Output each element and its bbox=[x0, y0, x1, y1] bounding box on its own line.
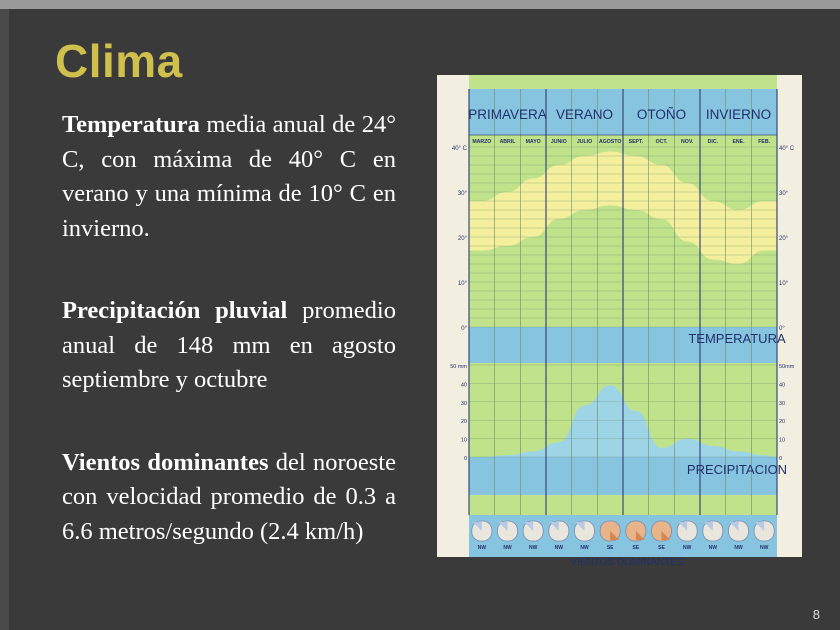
wind-direction-label: NW bbox=[580, 545, 589, 551]
season-label: PRIMAVERA bbox=[468, 107, 547, 122]
climate-chart-svg bbox=[437, 75, 802, 568]
wind-direction-label: NW bbox=[734, 545, 743, 551]
precipitation-tick-right: 20 bbox=[779, 419, 786, 426]
paragraph-text: promedio anual de 148 mm en agosto septiembre y octubre bbox=[62, 297, 396, 393]
temperature-tick-left: 40° C bbox=[451, 146, 467, 152]
precipitation-tick-left: 20 bbox=[460, 419, 467, 426]
month-label: OCT. bbox=[655, 139, 668, 145]
wind-direction-label: SE bbox=[606, 545, 614, 551]
page-number: 8 bbox=[812, 607, 820, 622]
paragraph-text: del noroeste con velocidad promedio de 0.3 a 6.6 metros/segundo (2.4 km/h) bbox=[62, 448, 396, 545]
month-label: FEB. bbox=[758, 139, 771, 145]
precipitation-tick-left: 0 bbox=[463, 456, 467, 462]
paragraph-text: media anual de 24° C, con máxima de 40° C en verano y una mínima de 10° C en invierno. bbox=[62, 111, 396, 242]
month-label: DIC. bbox=[707, 139, 719, 145]
top-border bbox=[0, 0, 840, 9]
temperature-tick-right: 0° bbox=[779, 326, 785, 332]
month-label: MAYO bbox=[525, 139, 541, 145]
precipitation-tick-left: 40 bbox=[460, 382, 467, 389]
paragraph-heading: Precipitación pluvial bbox=[62, 297, 288, 324]
precipitation-tick-right: 40 bbox=[779, 382, 786, 389]
paragraph-temperature bbox=[62, 108, 396, 246]
wind-direction-label: NW bbox=[708, 545, 718, 551]
paragraph-winds bbox=[62, 446, 396, 550]
temperature-tick-right: 20° bbox=[779, 236, 789, 242]
wind-direction-label: NW bbox=[554, 545, 564, 551]
left-border bbox=[0, 9, 9, 630]
wind-rose bbox=[549, 521, 569, 541]
precipitation-tick-right: 0 bbox=[779, 456, 783, 462]
slide-body bbox=[62, 108, 396, 549]
precipitation-tick-right: 10 bbox=[779, 437, 786, 444]
precipitation-tick-right: 30 bbox=[779, 400, 786, 407]
precipitation-tick-left: 30 bbox=[460, 400, 467, 407]
precipitation-tick-left: 10 bbox=[460, 437, 467, 444]
wind-direction-label: NW bbox=[503, 545, 512, 551]
wind-direction-label: NW bbox=[682, 545, 692, 551]
temperature-tick-right: 40° C bbox=[779, 146, 795, 152]
temperature-tick-right: 10° bbox=[779, 281, 789, 287]
month-label: JUNIO bbox=[550, 139, 567, 145]
temperature-tick-right: 30° bbox=[779, 191, 789, 197]
paragraph-precipitation bbox=[62, 294, 396, 398]
temperature-tick-left: 30° bbox=[457, 191, 467, 197]
temperature-label: TEMPERATURA bbox=[688, 331, 786, 346]
season-label: INVIERNO bbox=[705, 107, 772, 122]
climate-chart bbox=[437, 75, 802, 568]
paragraph-heading: Temperatura bbox=[62, 111, 200, 138]
precipitation-label: PRECIPITACION bbox=[686, 462, 788, 477]
wind-direction-label: NW bbox=[477, 545, 487, 551]
month-label: SEPT. bbox=[628, 139, 644, 145]
precipitation-tick-left: 50 mm bbox=[450, 364, 467, 370]
month-label: ABRIL bbox=[499, 139, 516, 145]
temperature-tick-left: 0° bbox=[461, 326, 467, 332]
month-label: JULIO bbox=[576, 139, 593, 145]
wind-direction-label: SE bbox=[658, 545, 665, 551]
wind-direction-label: SE bbox=[632, 545, 640, 551]
precipitation-tick-right: 50mm bbox=[779, 364, 795, 370]
season-label: OTOÑO bbox=[636, 107, 687, 122]
paragraph-heading: Vientos dominantes bbox=[62, 448, 269, 476]
slide-title: Clima bbox=[55, 35, 183, 87]
month-label: MARZO bbox=[472, 139, 492, 145]
wind-direction-label: NW bbox=[528, 545, 538, 551]
temperature-tick-left: 20° bbox=[457, 236, 467, 242]
month-label: AGOSTO bbox=[598, 139, 622, 145]
month-label: ENE. bbox=[732, 139, 745, 145]
season-label: VERANO bbox=[555, 107, 614, 122]
wind-direction-label: NW bbox=[759, 545, 769, 551]
winds-label: VIENTOS DOMINANTES bbox=[570, 557, 684, 568]
month-label: NOV. bbox=[681, 139, 694, 145]
temperature-tick-left: 10° bbox=[457, 281, 467, 287]
